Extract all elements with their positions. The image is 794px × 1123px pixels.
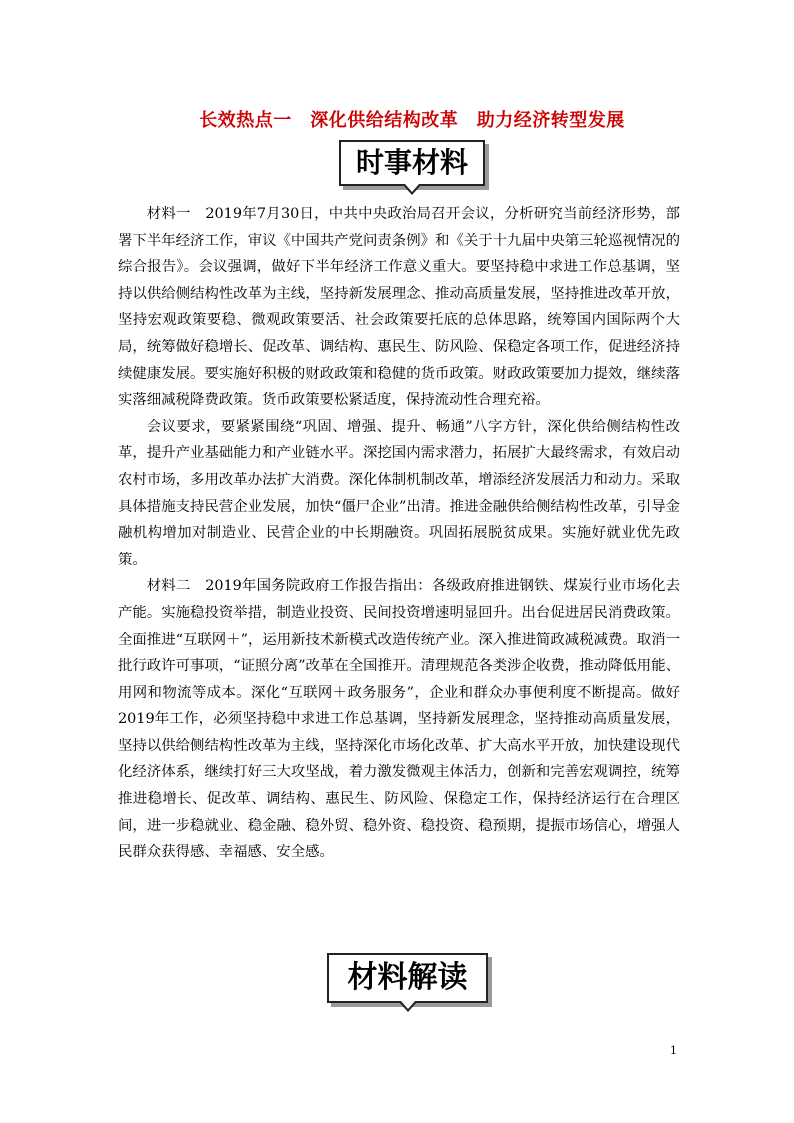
- interpretation-banner: [327, 953, 488, 1003]
- paragraph-material-two: 材料二 2019年国务院政府工作报告指出：各级政府推进钢铁、煤炭行业市场化去产能。实施稳投资举措，制造业投资、民间投资增速明显回升。出台促进居民消费政策。全面推进“互联网＋”，运用新技术新模式改造传统产业。深入推进简政减税减费。取消一批行政许可事项，“证照分离”改革在全国推开。清理规范各类涉企收费，推动降低用能、用网和物流等成本。深化“互联网＋政务服务”，企业和群众办事便利度不断提高。做好2019年工作，必须坚持稳中求进工作总基调，坚持新发展理念，坚持推动高质量发展，坚持以供给侧结构性改革为主线，坚持深化市场化改革、扩大高水平开放，加快建设现代化经济体系，继续打好三大攻坚战，着力激发微观主体活力，创新和完善宏观调控，统筹推进稳增长、促改革、调结构、惠民生、防风险、保稳定工作，保持经济运行在合理区间，进一步稳就业、稳金融、稳外贸、稳外资、稳投资、稳预期，提振市场信心，增强人民群众获得感、幸福感、安全感。: [118, 578, 680, 861]
- article-body: [118, 201, 680, 866]
- paragraph-material-one: 材料一 2019年7月30日，中共中央政治局召开会议，分析研究当前经济形势，部署下半年经济工作，审议《中国共产党问责条例》和《关于十九届中央第三轮巡视情况的综合报告》。会议强调，做好下半年经济工作意义重大。要坚持稳中求进工作总基调，坚持以供给侧结构性改革为主线，坚持新发展理念、推动高质量发展，坚持推进改革开放，坚持宏观政策要稳、微观政策要活、社会政策要托底的总体思路，统筹国内国际两个大局，统筹做好稳增长、促改革、调结构、惠民生、防风险、保稳定各项工作，促进经济持续健康发展。要实施好积极的财政政策和稳健的货币政策。财政政策要加力提效，继续落实落细减税降费政策。货币政策要松紧适度，保持流动性合理充裕。: [118, 206, 680, 409]
- paragraph-meeting-requirements: 会议要求，要紧紧围绕“巩固、增强、提升、畅通”八字方针，深化供给侧结构性改革，提升产业基础能力和产业链水平。深挖国内需求潜力，拓展扩大最终需求，有效启动农村市场，多用改革办法扩大消费。深化体制机制改革，增添经济发展活力和动力。采取具体措施支持民营企业发展，加快“僵尸企业”出清。推进金融供给侧结构性改革，引导金融机构增加对制造业、民营企业的中长期融资。巩固拓展脱贫成果。实施好就业优先政策。: [118, 418, 680, 568]
- interpretation-banner-label: 材料解读: [347, 960, 468, 995]
- page-number: 1: [670, 1044, 677, 1057]
- materials-banner-label: 时事材料: [355, 146, 468, 179]
- materials-banner: [339, 140, 485, 186]
- document-title: 长效热点一 深化供给结构改革 助力经济转型发展: [199, 110, 625, 131]
